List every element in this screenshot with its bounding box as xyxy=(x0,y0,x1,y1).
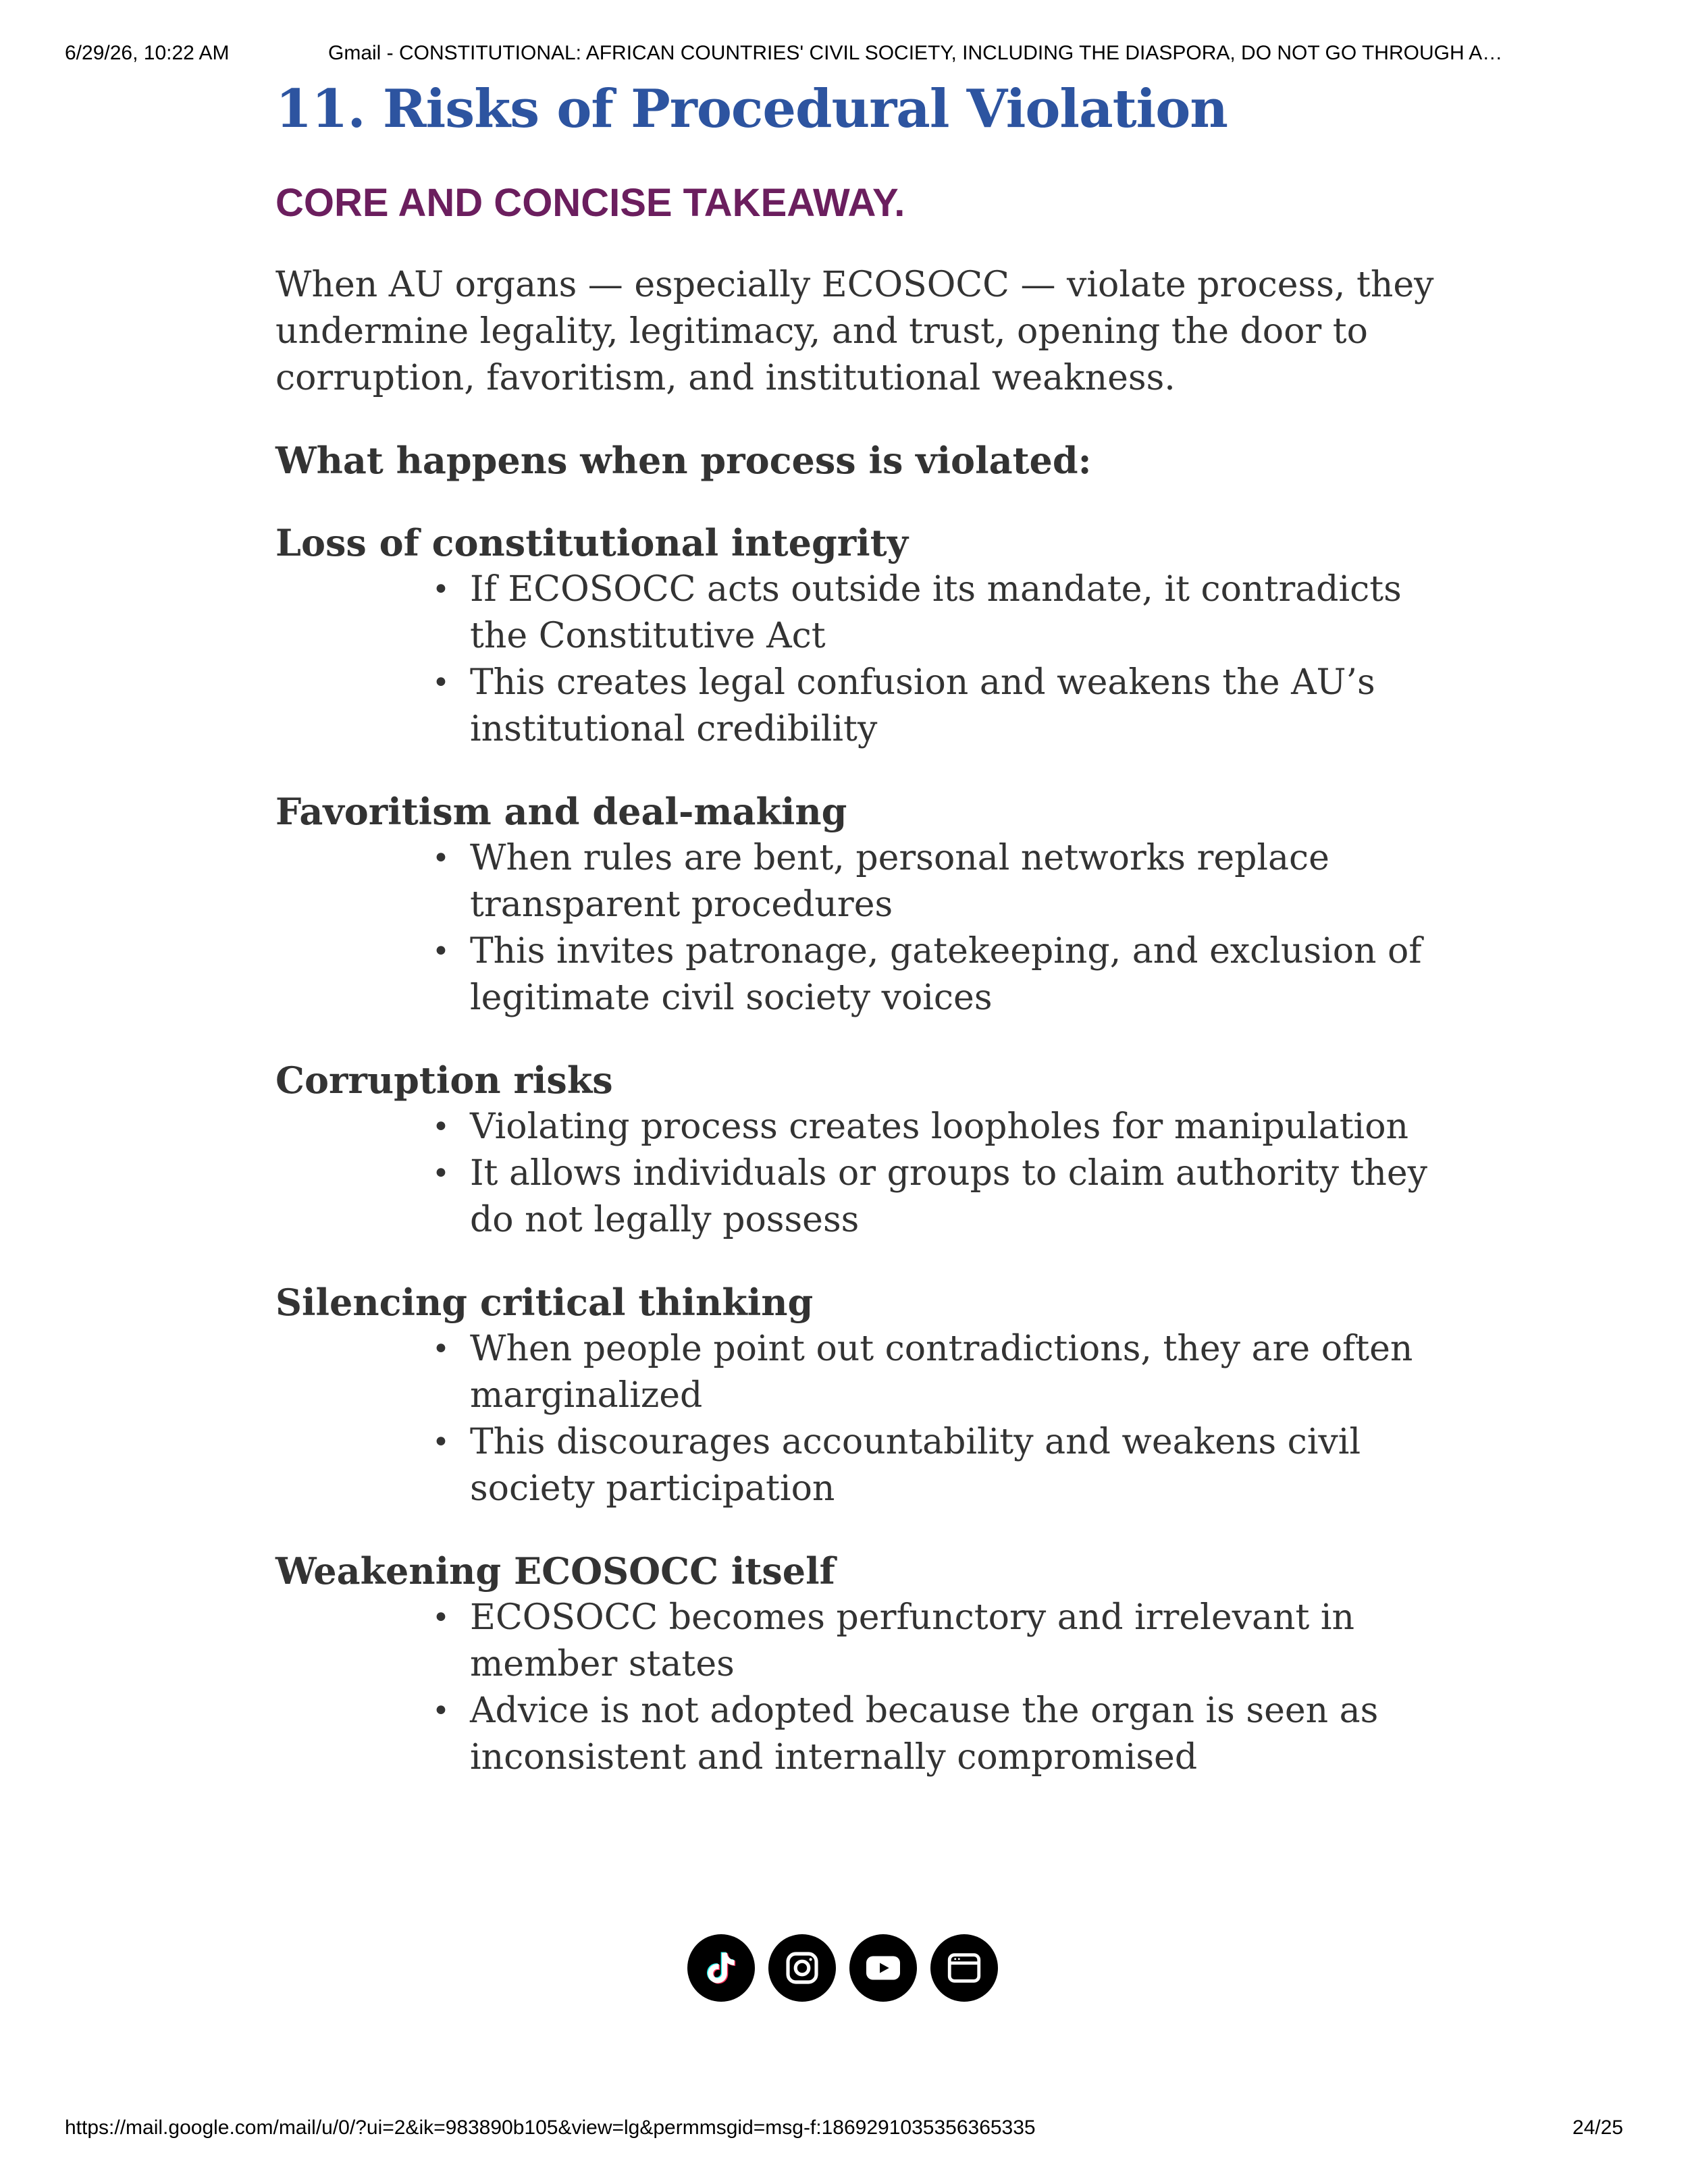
list-item xyxy=(432,1419,1437,1512)
risk-heading: Loss of constitutional integrity xyxy=(275,521,909,564)
list-item xyxy=(432,1688,1437,1781)
email-body xyxy=(275,76,1437,1781)
bullet: • xyxy=(432,666,450,700)
list-item xyxy=(432,1595,1437,1688)
bullet: • xyxy=(432,1332,450,1366)
list-item xyxy=(432,835,1437,928)
risk-heading: Silencing critical thinking xyxy=(275,1281,814,1324)
bullet: • xyxy=(432,841,450,876)
risk-heading: Corruption risks xyxy=(275,1059,613,1102)
list-item-text: This discourages accountability and weakens civil society participation xyxy=(470,1422,1361,1509)
list-item-text: When rules are bent, personal networks replace transparent procedures xyxy=(470,838,1329,925)
risk-heading: Favoritism and deal-making xyxy=(275,790,847,833)
risk-list xyxy=(275,835,1437,1021)
risk-section xyxy=(275,1279,1437,1512)
what-happens-heading: What happens when process is violated: xyxy=(275,439,1092,482)
bullet: • xyxy=(432,1694,450,1728)
risk-section xyxy=(275,519,1437,753)
page-number: 24/25 xyxy=(1572,2116,1623,2139)
list-item xyxy=(432,1326,1437,1419)
tiktok-icon[interactable] xyxy=(687,1934,755,2002)
instagram-icon[interactable] xyxy=(768,1934,836,2002)
bullet: • xyxy=(432,1110,450,1144)
list-item xyxy=(432,1150,1437,1244)
risk-list xyxy=(275,1326,1437,1512)
bullet: • xyxy=(432,934,450,969)
browser-window-icon[interactable] xyxy=(930,1934,998,2002)
youtube-icon[interactable] xyxy=(849,1934,917,2002)
bullet: • xyxy=(432,1425,450,1460)
print-url: https://mail.google.com/mail/u/0/?ui=2&ik=983890b105&view=lg&permmsgid=msg-f:1869291035356365335 xyxy=(65,2116,1036,2139)
risk-section xyxy=(275,1057,1437,1244)
takeaway-heading: CORE AND CONCISE TAKEAWAY. xyxy=(275,181,905,225)
bullet: • xyxy=(432,1601,450,1635)
risk-list xyxy=(275,1595,1437,1781)
list-item-text: It allows individuals or groups to claim authority they do not legally possess xyxy=(470,1153,1428,1240)
list-item-text: When people point out contradictions, they are often marginalized xyxy=(470,1329,1413,1416)
list-item-text: Advice is not adopted because the organ is seen as inconsistent and internally compromised xyxy=(470,1690,1379,1778)
print-page-title: Gmail - CONSTITUTIONAL: AFRICAN COUNTRIES' CIVIL SOCIETY, INCLUDING THE DIASPORA, DO NOT GO THROUGH A… xyxy=(328,42,1503,64)
list-item-text: ECOSOCC becomes perfunctory and irrelevant in member states xyxy=(470,1597,1355,1684)
list-item xyxy=(432,928,1437,1021)
print-header xyxy=(65,42,1623,72)
list-item-text: Violating process creates loopholes for manipulation xyxy=(470,1107,1408,1147)
intro-paragraph: When AU organs — especially ECOSOCC — violate process, they undermine legality, legitimacy, and trust, opening the door to corruption, favoritism, and institutional weakness. xyxy=(275,265,1434,398)
list-item xyxy=(432,1104,1437,1150)
social-links xyxy=(687,1934,998,2002)
risk-list xyxy=(275,1104,1437,1244)
risk-section xyxy=(275,788,1437,1021)
print-datetime: 6/29/26, 10:22 AM xyxy=(65,42,230,64)
risk-heading: Weakening ECOSOCC itself xyxy=(275,1549,835,1593)
bullet: • xyxy=(432,572,450,607)
list-item-text: This creates legal confusion and weakens the AU’s institutional credibility xyxy=(470,662,1375,749)
risk-list xyxy=(275,566,1437,753)
list-item xyxy=(432,566,1437,660)
list-item-text: This invites patronage, gatekeeping, and exclusion of legitimate civil society voices xyxy=(470,931,1422,1018)
risk-section xyxy=(275,1547,1437,1781)
section-title: 11. Risks of Procedural Violation xyxy=(275,78,1228,140)
list-item xyxy=(432,660,1437,753)
list-item-text: If ECOSOCC acts outside its mandate, it contradicts the Constitutive Act xyxy=(470,569,1402,656)
bullet: • xyxy=(432,1156,450,1191)
